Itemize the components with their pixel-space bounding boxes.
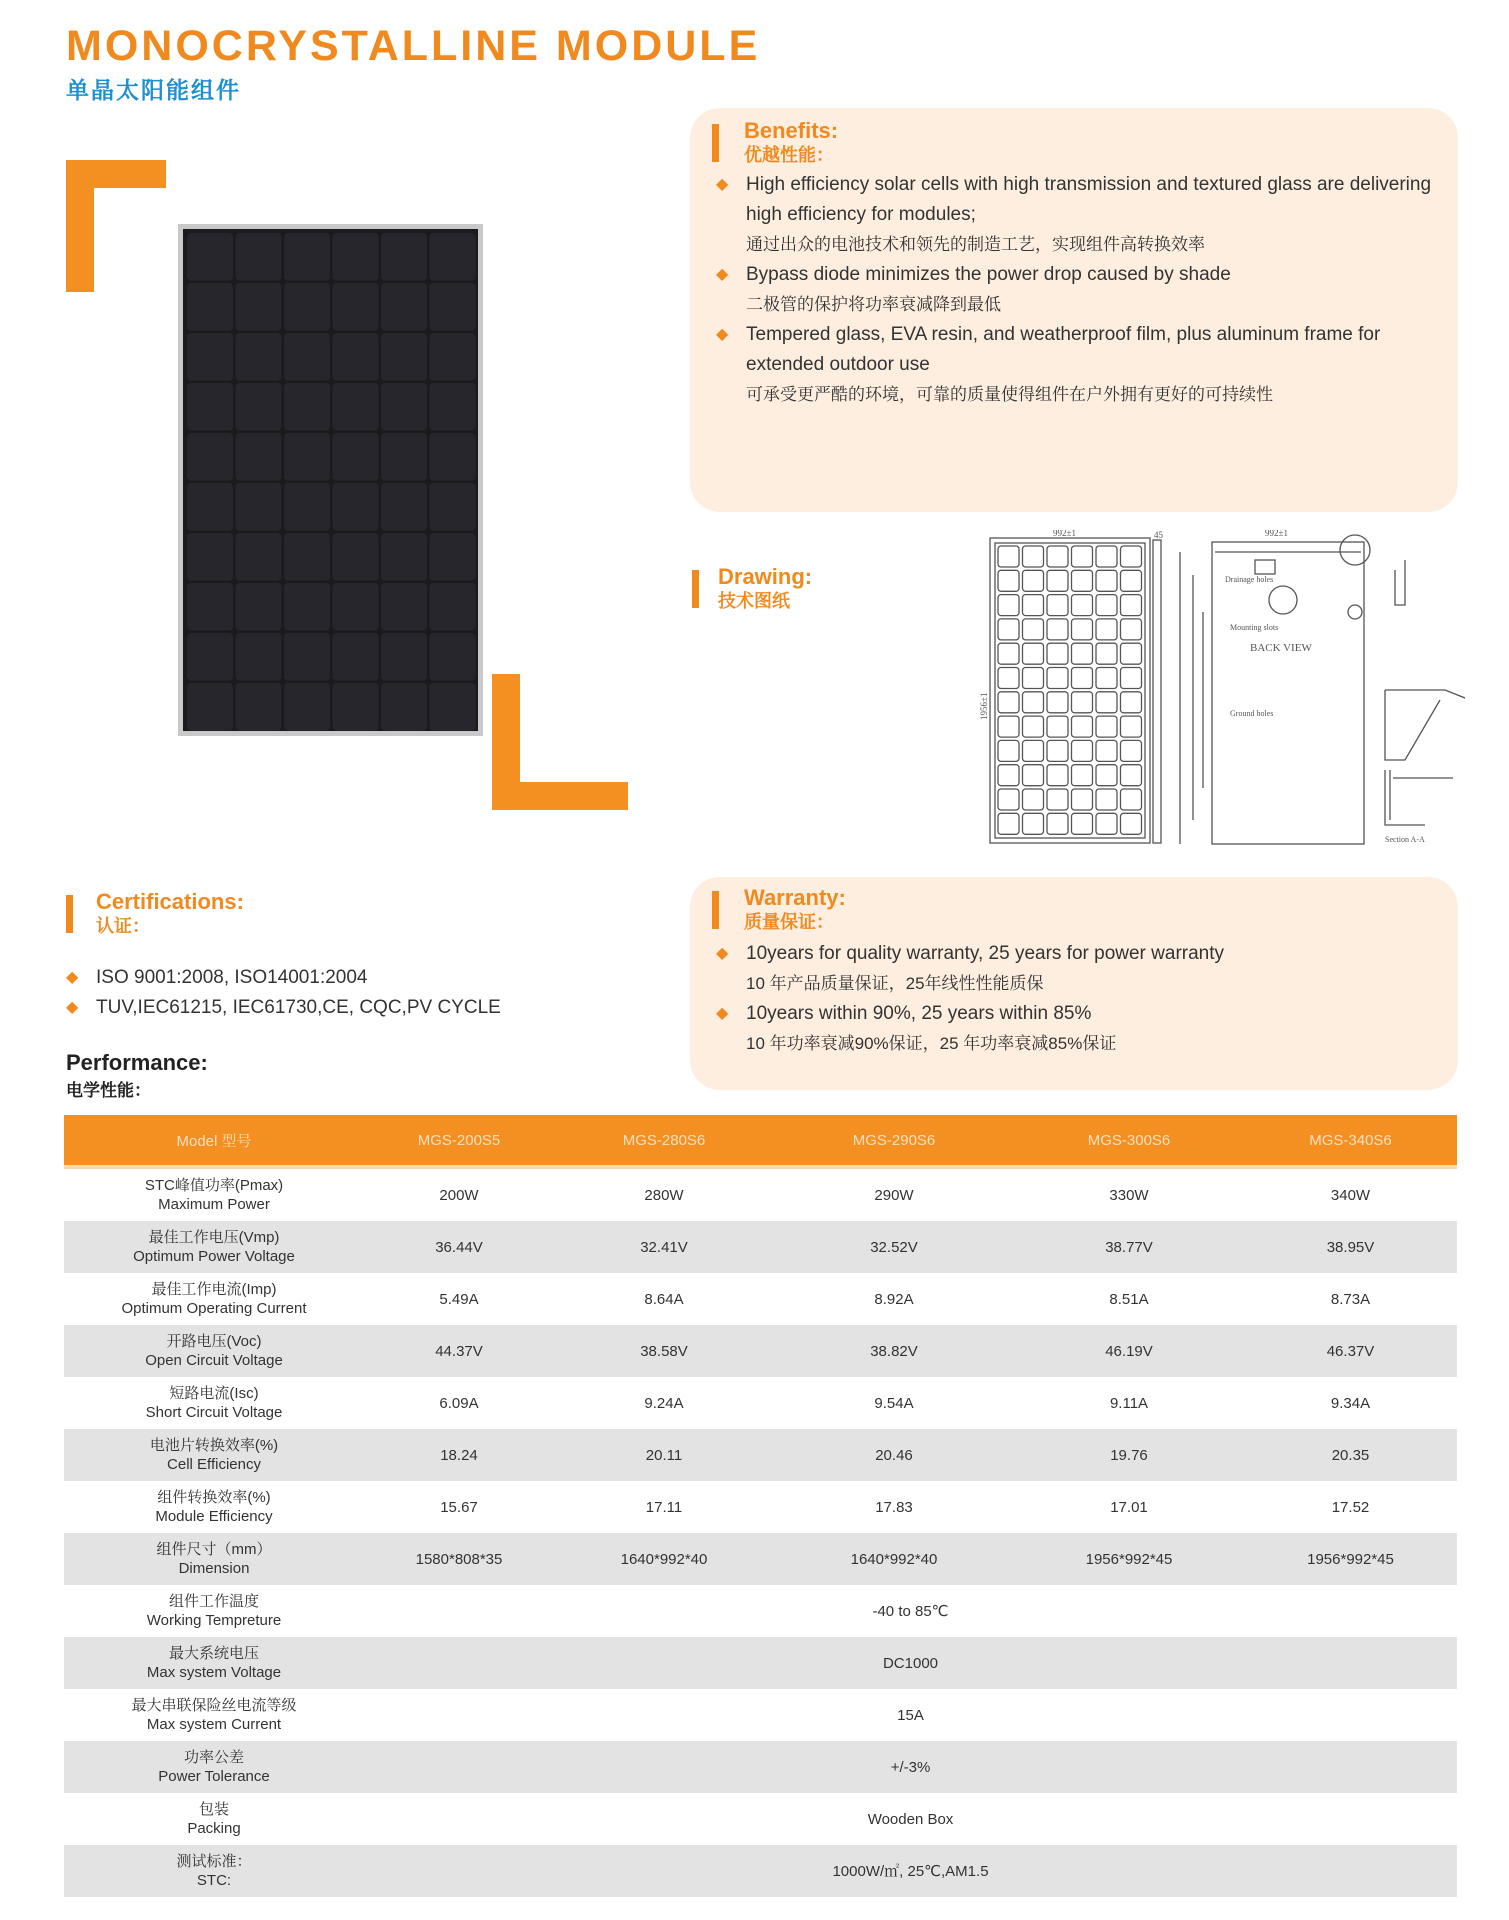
certification-item: ◆ ISO 9001:2008, ISO14001:2004 <box>62 963 582 993</box>
technical-drawing <box>975 530 1465 850</box>
solar-cell <box>381 283 427 331</box>
drainage-label: Drainage holes <box>1225 575 1274 584</box>
solar-cell <box>381 433 427 481</box>
row-label: 最佳工作电流(Imp) Optimum Operating Current <box>121 1281 307 1317</box>
solar-cell <box>236 233 282 281</box>
solar-cell <box>430 683 476 731</box>
height-label: 1956±1 <box>979 692 989 720</box>
table-cell: 9.54A <box>874 1394 914 1412</box>
back-width-label: 992±1 <box>1265 530 1288 538</box>
table-cell: 38.82V <box>774 1325 1014 1377</box>
table-row <box>64 1741 1457 1793</box>
solar-cell <box>187 233 233 281</box>
table-cell: DC1000 <box>364 1637 1457 1689</box>
solar-cell <box>236 333 282 381</box>
table-cell: 8.51A <box>1109 1290 1149 1308</box>
width-label: 992±1 <box>1053 530 1076 538</box>
solar-cell <box>187 483 233 531</box>
row-label: 功率公差 Power Tolerance <box>64 1741 364 1793</box>
warranty-panel <box>690 877 1458 1090</box>
table-cell: 20.46 <box>774 1429 1014 1481</box>
table-cell: 330W <box>1109 1186 1149 1204</box>
table-cell: 20.35 <box>1244 1429 1457 1481</box>
page-title: MONOCRYSTALLINE MODULE <box>66 22 761 70</box>
solar-cell <box>236 483 282 531</box>
table-row <box>64 1429 1457 1481</box>
table-cell: Wooden Box <box>867 1810 954 1828</box>
section-label: Section A-A <box>1385 835 1425 844</box>
table-row <box>64 1689 1457 1741</box>
table-cell: 8.73A <box>1330 1290 1371 1308</box>
thickness-label: 45 <box>1154 530 1163 540</box>
table-row <box>64 1273 1457 1325</box>
solar-cell <box>236 633 282 681</box>
column-header: MGS-300S6 <box>1014 1115 1244 1167</box>
table-cell: 38.77V <box>1014 1221 1244 1273</box>
table-row <box>64 1221 1457 1273</box>
corner-bracket-top-v <box>66 160 94 292</box>
table-cell: 36.44V <box>364 1221 554 1273</box>
solar-cell <box>381 683 427 731</box>
table-cell: 5.49A <box>439 1290 479 1308</box>
table-cell: -40 to 85℃ <box>872 1602 949 1620</box>
warranty-list <box>712 939 1452 1059</box>
table-cell: +/-3% <box>364 1741 1457 1793</box>
table-row <box>64 1845 1457 1897</box>
solar-cell <box>430 533 476 581</box>
table-cell: 6.09A <box>439 1394 479 1412</box>
solar-cell <box>236 533 282 581</box>
table-cell: 17.52 <box>1331 1498 1370 1516</box>
table-cell: 44.37V <box>364 1325 554 1377</box>
solar-cell <box>430 233 476 281</box>
mounting-label: Mounting slots <box>1230 623 1279 632</box>
solar-cell <box>333 333 379 381</box>
solar-cell <box>284 383 330 431</box>
table-cell: 1640*992*40 <box>774 1533 1014 1585</box>
row-label: 最大系统电压 Max system Voltage <box>64 1637 364 1689</box>
solar-cell <box>187 433 233 481</box>
table-cell: 8.92A <box>874 1290 914 1308</box>
solar-cell <box>381 633 427 681</box>
solar-cell <box>333 683 379 731</box>
table-cell: 280W <box>644 1186 684 1204</box>
solar-cell <box>284 433 330 481</box>
back-view-label: BACK VIEW <box>1250 642 1312 654</box>
solar-cell <box>187 633 233 681</box>
table-cell: 17.11 <box>645 1498 683 1516</box>
solar-cell <box>187 333 233 381</box>
benefit-item: ◆ High efficiency solar cells with high transmission and textured glass are delivering high efficiency for modules; 通过出众的电池技术和领先的制造工艺，实现组件高转换效率 <box>712 170 1452 260</box>
benefits-heading: Benefits: 优越性能： <box>744 118 839 165</box>
table-row <box>64 1585 1457 1637</box>
solar-cell <box>236 683 282 731</box>
benefits-list <box>712 170 1452 410</box>
solar-panel-image <box>178 224 483 736</box>
table-cell: 340W <box>1330 1186 1371 1204</box>
column-header: MGS-290S6 <box>774 1115 1014 1167</box>
table-row <box>64 1481 1457 1533</box>
benefit-item: ◆ Bypass diode minimizes the power drop caused by shade 二极管的保护将功率衰减降到最低 <box>712 260 1452 320</box>
solar-cell <box>187 383 233 431</box>
row-label: 组件转换效率(%) Module Efficiency <box>155 1489 273 1525</box>
table-cell: 19.76 <box>1014 1429 1244 1481</box>
benefits-panel <box>690 108 1458 512</box>
table-row <box>64 1793 1457 1845</box>
solar-cell <box>430 333 476 381</box>
corner-bracket-bottom-h <box>492 782 628 810</box>
table-cell: 200W <box>439 1186 479 1204</box>
solar-cell <box>333 233 379 281</box>
row-label: 最大串联保险丝电流等级 Max system Current <box>131 1697 297 1733</box>
solar-cell <box>284 283 330 331</box>
benefit-item: ◆ Tempered glass, EVA resin, and weatherproof film, plus aluminum frame for extended outdoor use 可承受更严酷的环境，可靠的质量使得组件在户外拥有更好的可持续性 <box>712 320 1452 410</box>
solar-cell <box>430 433 476 481</box>
solar-cell <box>333 483 379 531</box>
solar-cell <box>236 283 282 331</box>
solar-cell <box>187 533 233 581</box>
diamond-bullet-icon: ◆ <box>66 999 79 1016</box>
row-label: 组件尺寸（mm） Dimension <box>64 1533 364 1585</box>
page-subtitle: 单晶太阳能组件 <box>66 77 241 103</box>
table-row <box>64 1377 1457 1429</box>
solar-cell <box>333 383 379 431</box>
certifications-heading: Certifications: 认证： <box>96 889 244 936</box>
table-cell: 15.67 <box>440 1498 478 1516</box>
row-label: 最佳工作电压(Vmp) Optimum Power Voltage <box>64 1221 364 1273</box>
table-cell: 17.01 <box>1110 1498 1148 1516</box>
table-cell: 1640*992*40 <box>554 1533 774 1585</box>
solar-cell <box>430 383 476 431</box>
table-cell: 38.58V <box>554 1325 774 1377</box>
warranty-heading: Warranty: 质量保证： <box>744 885 846 932</box>
row-label: 组件工作温度 Working Tempreture <box>146 1593 282 1629</box>
solar-cell <box>381 583 427 631</box>
warranty-item: ◆ 10years within 90%, 25 years within 85% 10 年功率衰减90%保证，25 年功率衰减85%保证 <box>712 999 1452 1059</box>
solar-cell <box>187 283 233 331</box>
ground-label: Ground holes <box>1230 709 1274 718</box>
solar-cell <box>333 283 379 331</box>
table-cell: 1956*992*45 <box>1244 1533 1457 1585</box>
certifications-list <box>62 963 582 1023</box>
table-cell: 9.24A <box>644 1394 684 1412</box>
row-label: 测试标准： STC: <box>64 1845 364 1897</box>
solar-cell <box>284 633 330 681</box>
table-cell: 46.37V <box>1244 1325 1457 1377</box>
table-cell: 15A <box>897 1706 924 1724</box>
table-row <box>64 1325 1457 1377</box>
table-cell: 17.83 <box>875 1498 913 1516</box>
solar-cell <box>430 483 476 531</box>
certification-item: ◆ TUV,IEC61215, IEC61730,CE, CQC,PV CYCLE <box>62 993 582 1023</box>
row-label: 包装 Packing <box>187 1801 241 1837</box>
solar-cell <box>236 433 282 481</box>
solar-cell <box>430 283 476 331</box>
solar-cell <box>187 583 233 631</box>
diamond-bullet-icon: ◆ <box>716 945 729 962</box>
row-label: 短路电流(Isc) Short Circuit Voltage <box>145 1385 283 1421</box>
solar-cell <box>284 683 330 731</box>
table-cell: 46.19V <box>1014 1325 1244 1377</box>
warranty-item: ◆ 10years for quality warranty, 25 years for power warranty 10 年产品质量保证，25年线性性能质保 <box>712 939 1452 999</box>
table-cell: 38.95V <box>1244 1221 1457 1273</box>
table-cell: 9.34A <box>1330 1394 1371 1412</box>
table-cell: 290W <box>874 1186 914 1204</box>
diamond-bullet-icon: ◆ <box>716 1005 729 1022</box>
table-cell: 1000W/㎡, 25℃,AM1.5 <box>364 1845 1457 1897</box>
solar-cell <box>284 233 330 281</box>
diamond-bullet-icon: ◆ <box>716 176 729 193</box>
diamond-bullet-icon: ◆ <box>66 969 79 986</box>
solar-cell <box>430 583 476 631</box>
table-row <box>64 1637 1457 1689</box>
column-header: MGS-200S5 <box>364 1115 554 1167</box>
table-header-row <box>64 1115 1457 1167</box>
drawing-heading: Drawing: 技术图纸 <box>718 564 813 611</box>
solar-cell <box>236 583 282 631</box>
solar-cell <box>333 633 379 681</box>
solar-cell <box>284 583 330 631</box>
solar-cell <box>333 583 379 631</box>
table-cell: 9.11A <box>1109 1394 1149 1412</box>
column-header: Model 型号 <box>64 1115 364 1167</box>
performance-heading: Performance: 电学性能： <box>66 1050 208 1100</box>
solar-cell <box>430 633 476 681</box>
table-cell: 1580*808*35 <box>364 1533 554 1585</box>
row-label: 电池片转换效率(%) Cell Efficiency <box>64 1429 364 1481</box>
solar-cell <box>187 683 233 731</box>
row-label: 开路电压(Voc) Open Circuit Voltage <box>64 1325 364 1377</box>
solar-cell <box>381 233 427 281</box>
solar-cell <box>381 383 427 431</box>
table-row <box>64 1167 1457 1221</box>
table-cell: 32.52V <box>774 1221 1014 1273</box>
table-cell: 20.11 <box>554 1429 774 1481</box>
table-cell: 18.24 <box>364 1429 554 1481</box>
table-cell: 1956*992*45 <box>1014 1533 1244 1585</box>
table-cell: 8.64A <box>644 1290 684 1308</box>
solar-cell <box>284 333 330 381</box>
table-row <box>64 1533 1457 1585</box>
column-header: MGS-280S6 <box>554 1115 774 1167</box>
solar-cell <box>284 483 330 531</box>
row-label: STC峰值功率(Pmax) Maximum Power <box>144 1177 284 1213</box>
solar-cell <box>381 533 427 581</box>
solar-cell <box>333 433 379 481</box>
solar-cell <box>333 533 379 581</box>
solar-cell <box>381 483 427 531</box>
diamond-bullet-icon: ◆ <box>716 326 729 343</box>
table-cell: 32.41V <box>554 1221 774 1273</box>
column-header: MGS-340S6 <box>1244 1115 1457 1167</box>
solar-cell <box>236 383 282 431</box>
solar-cell <box>284 533 330 581</box>
performance-table <box>64 1115 1457 1897</box>
diamond-bullet-icon: ◆ <box>716 266 729 283</box>
solar-cell <box>381 333 427 381</box>
